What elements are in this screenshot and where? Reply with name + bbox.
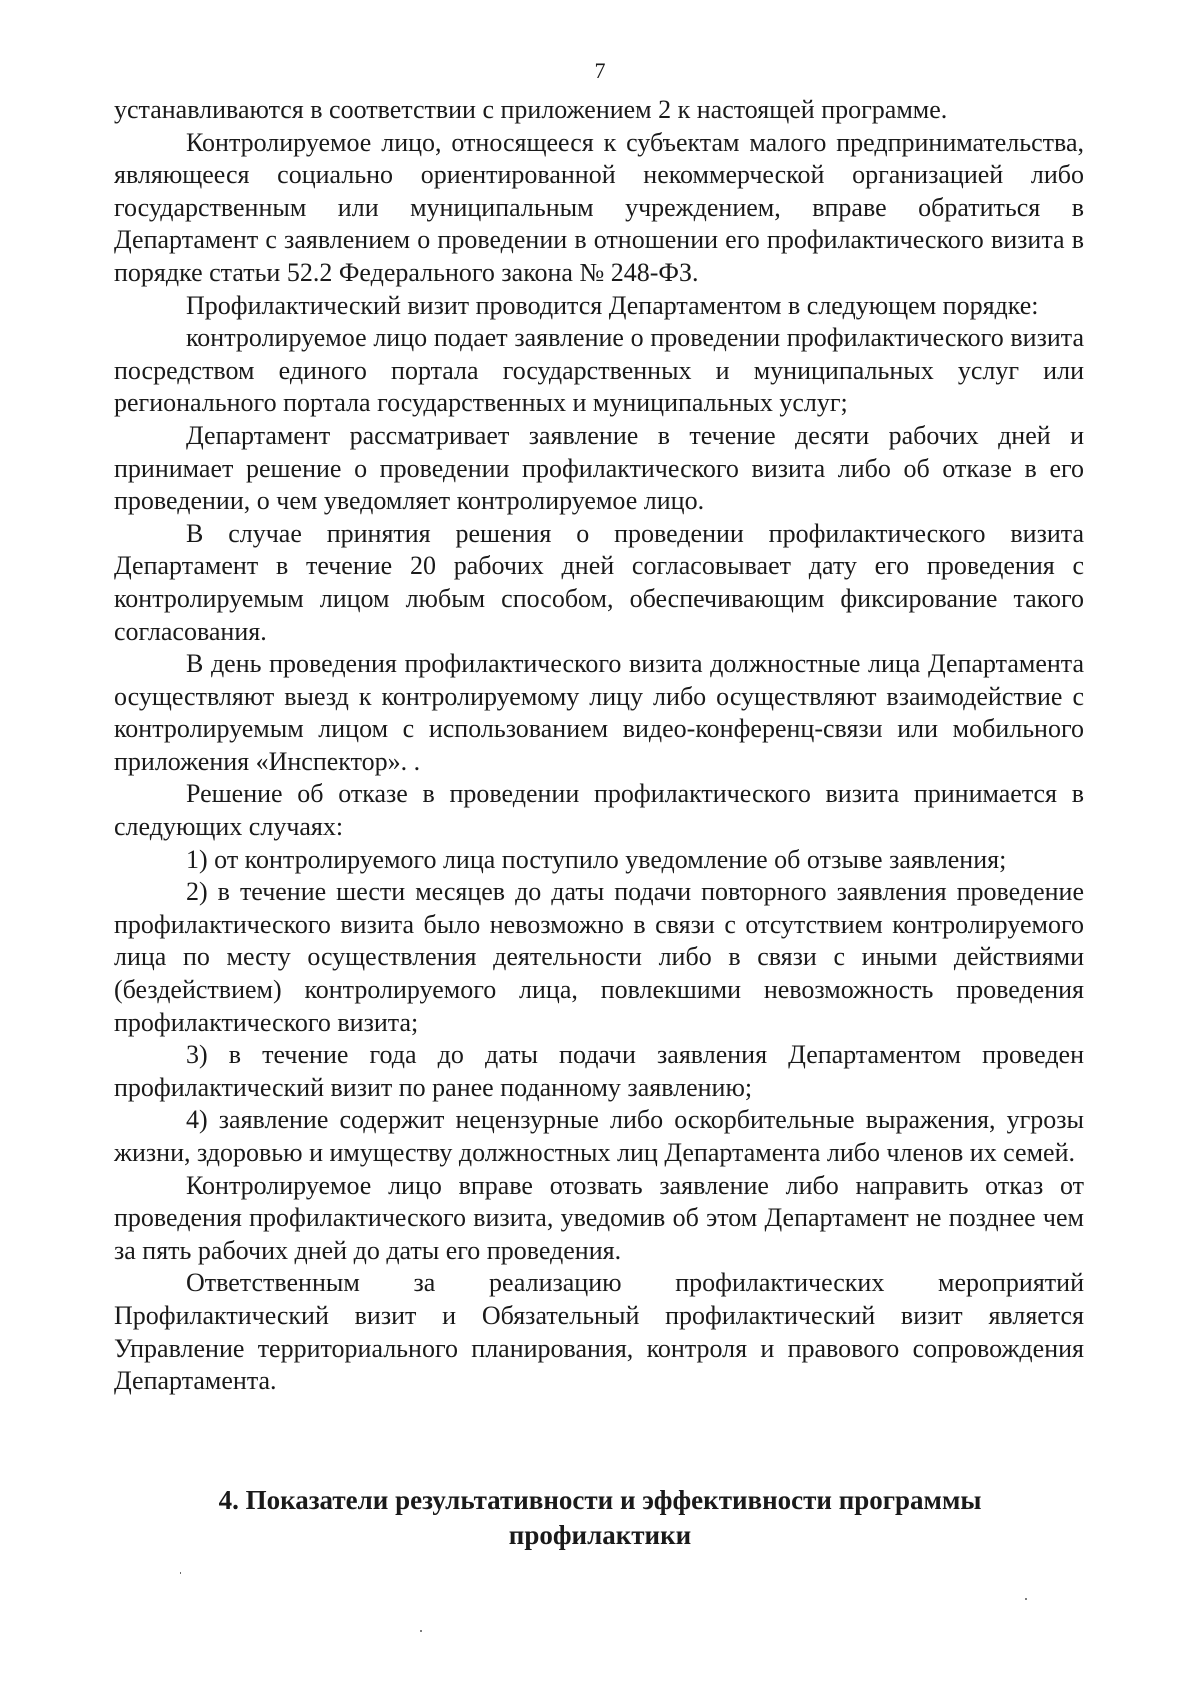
section-heading [150, 1483, 1050, 1553]
paragraph: 2) в течение шести месяцев до даты подачи повторного заявления проведение профилактического визита было невозможно в связи с отсутствием контролируемого лица по месту осуществления деятельности либо в связи с иными действиями (бездействием) контролируемого лица, повлекшими невозможность проведения профилактического визита; [114, 877, 1084, 1037]
scan-speck [180, 1572, 181, 1574]
paragraph: В день проведения профилактического визита должностные лица Департамента осуществляют выезд к контролируемому лицу либо осуществляют взаимодействие с контролируемым лицом с использованием видео-конференц-связи или мобильного приложения «Инспектор». . [114, 649, 1084, 776]
paragraph: Контролируемое лицо вправе отозвать заявление либо направить отказ от проведения профилактического визита, уведомив об этом Департамент не позднее чем за пять рабочих дней до даты его проведения. [114, 1170, 1084, 1265]
paragraph: устанавливаются в соответствии с приложением 2 к настоящей программе. [114, 95, 948, 124]
paragraph: Решение об отказе в проведении профилактического визита принимается в следующих случаях: [114, 779, 1084, 842]
paragraph: Департамент рассматривает заявление в течение десяти рабочих дней и принимает решение о проведении профилактического визита либо об отказе в его проведении, о чем уведомляет контролируемое лицо. [114, 420, 1084, 516]
page-number: 7 [594, 58, 606, 83]
scan-speck [420, 1630, 422, 1632]
paragraph: В случае принятия решения о проведении профилактического визита Департамент в течение 20 рабочих дней согласовывает дату его проведения с контролируемым лицом любым способом, обеспечивающим фиксирование такого согласования. [114, 518, 1084, 646]
scan-speck [1025, 1598, 1027, 1600]
section-heading-line-1: 4. Показатели результативности и эффективности программы [218, 1485, 982, 1515]
paragraph: контролируемое лицо подает заявление о проведении профилактического визита посредством единого портала государственных и муниципальных услуг или регионального портала государственных и муниципальных услуг; [114, 323, 1084, 418]
paragraph: 3) в течение года до даты подачи заявления Департаментом проведен профилактический визит по ранее поданному заявлению; [114, 1040, 1084, 1102]
section-heading-line-2: профилактики [508, 1520, 692, 1550]
paragraph: Ответственным за реализацию профилактических мероприятий Профилактический визит и Обязательный профилактический визит является Управление территориального планирования, контроля и правового сопровождения Департамента. [114, 1268, 1084, 1396]
paragraph: 4) заявление содержит нецензурные либо оскорбительные выражения, угрозы жизни, здоровью и имуществу должностных лиц Департамента либо членов их семей. [114, 1105, 1084, 1167]
document-body [114, 94, 1084, 1398]
paragraph: Контролируемое лицо, относящееся к субъектам малого предпринимательства, являющееся социально ориентированной некоммерческой организацией либо государственным или муниципальным учреждением, вправе обратиться в Департамент с заявлением о проведении в отношении его профилактического визита в порядке статьи 52.2 Федерального закона № 248-ФЗ. [114, 127, 1084, 287]
paragraph: 1) от контролируемого лица поступило уведомление об отзыве заявления; [186, 844, 1007, 874]
paragraph: Профилактический визит проводится Департаментом в следующем порядке: [186, 290, 1039, 320]
